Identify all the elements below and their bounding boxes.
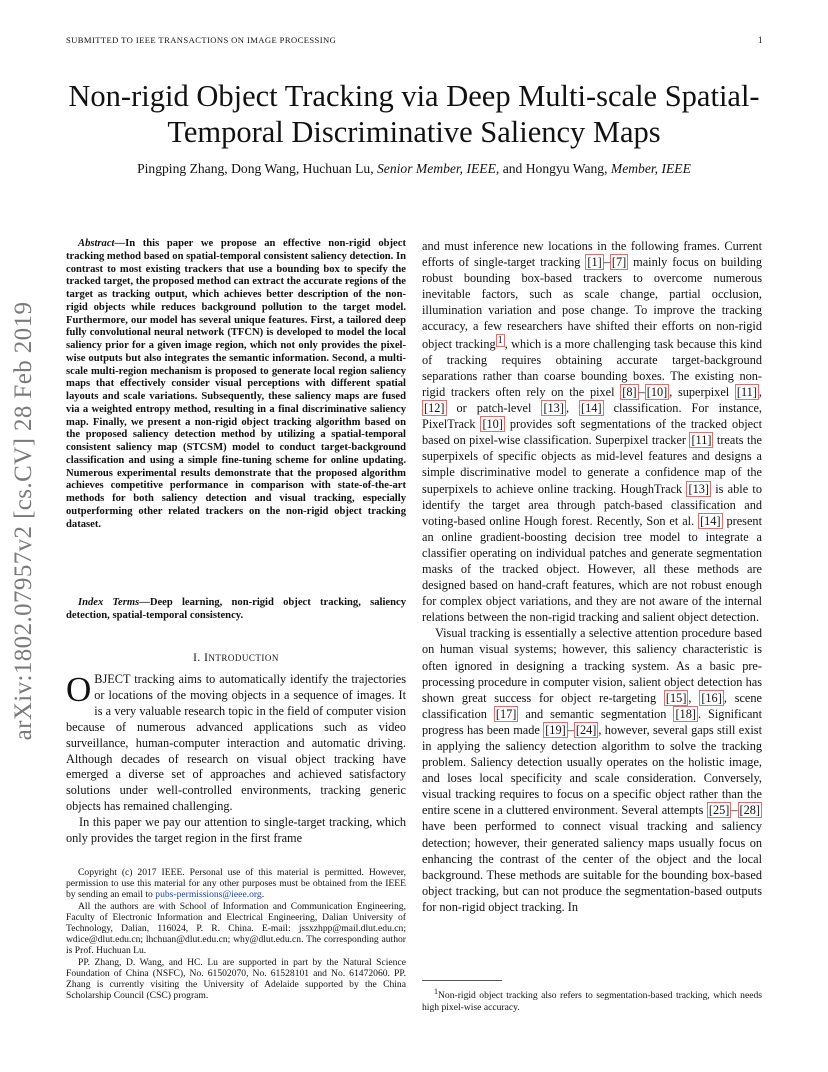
author-list	[60, 161, 768, 177]
affiliation-note: All the authors are with School of Information and Communication Engineering, Faculty of Electronic Information and Electrical Engineering, Dalian University of Technology, Dalian, 116024, P. R. China. E-mail: jssxzhpp@mail.dlut.edu.cn; wdice@dlut.edu.cn; lhchuan@dlut.edu.cn; why@dlut.edu.cn. The corresponding author is Prof. Huchuan Lu.	[66, 900, 406, 957]
text-run: is able to identify the target area through patch-based classification and voting-based online Hough forest. Recently, Son et al.	[422, 481, 762, 528]
author-role-1: Senior Member, IEEE	[377, 161, 496, 176]
arxiv-stamp	[2, 286, 46, 756]
text-run: , which is a more challenging task because this kind of tracking requires obtaining accurate target-background separations rather than coarse bounding boxes. The existing non-rigid trackers often rely on the pixel	[422, 336, 763, 399]
citation-link[interactable]: [14]	[581, 401, 602, 416]
citation-link[interactable]: [13]	[543, 401, 564, 416]
authors-part-2: , and Hongyu Wang,	[495, 161, 611, 176]
copyright-text: Copyright (c) 2017 IEEE. Personal use of this material is permitted. However, permission to use this material for any other purposes must be obtained from the IEEE by sending an email to	[66, 867, 406, 901]
right-paragraph-1	[422, 238, 762, 625]
arxiv-stamp-text: arXiv:1802.07957v2 [cs.CV] 28 Feb 2019	[10, 301, 37, 741]
text-run: –	[638, 384, 645, 399]
footnote-mark: 1	[434, 987, 438, 996]
citation-link[interactable]: [11]	[691, 433, 712, 448]
citation-link[interactable]: [19]	[545, 722, 566, 737]
text-run: ,	[758, 384, 762, 399]
index-terms-label: Index Terms	[78, 597, 140, 608]
text-run: ,	[565, 401, 580, 416]
abstract-text: —In this paper we propose an effective non-rigid object tracking method based on spatial-temporal consistent saliency detection. In contrast to most existing trackers that use a bounding box to specify the tracked target, the proposed method can extract the accurate regions of the target as tracking output, which achieves better description of the non-rigid objects while reduces background pollution to the target model. Furthermore, our model has several unique features. First, a tailored deep fully convolutional neural network (TFCN) is developed to model the local saliency prior for a given image region, which not only provides the pixel-wise outputs but also integrates the semantic information. Second, a multi-scale multi-region mechanism is proposed to generate local region saliency maps that effectively consider visual perceptions with different spatial layouts and scale variations. Subsequently, these saliency maps are fused via a weighted entropy method, resulting in a final discriminative saliency map. Finally, we present a non-rigid object tracking algorithm based on the proposed saliency detection method by utilizing a spatial-temporal consistent saliency map (STCSM) model to conduct target-background classification and using a simple fine-tuning scheme for online updating. Numerous experimental results demonstrate that the proposed algorithm achieves competitive performance in comparison with state-of-the-art methods for both saliency detection and visual tracking, especially outperforming other related trackers on the non-rigid object tracking dataset.	[66, 238, 406, 530]
citation-link[interactable]: [18]	[675, 706, 696, 721]
footnote-divider	[422, 980, 502, 981]
copyright-end: .	[261, 889, 265, 901]
section-first-letter: I	[204, 652, 209, 664]
text-run: –	[603, 255, 610, 270]
abstract	[66, 238, 406, 531]
funding-note: PP. Zhang, D. Wang, and HC. Lu are supported in part by the Natural Science Foundation of China (NSFC), No. 61502070, No. 61528101 and No. 61472060. PP. Zhang is currently visiting the University of Adelaide supported by the China Scholarship Council (CSC) program.	[66, 956, 406, 1002]
citation-link[interactable]: [14]	[700, 513, 721, 528]
paper-title: Non-rigid Object Tracking via Deep Multi-scale Spatial-Temporal Discriminative Saliency Maps	[68, 79, 760, 149]
citation-link[interactable]: [17]	[495, 706, 517, 721]
drop-cap: O	[66, 670, 92, 709]
intro-paragraph-2: In this paper we pay our attention to single-target tracking, which only provides the target region in the first frame	[66, 815, 406, 846]
citation-link[interactable]: [10]	[482, 417, 503, 432]
index-terms	[66, 597, 406, 623]
text-run: . Significant progress has been made	[422, 706, 762, 737]
text-run: , scene classification	[422, 690, 762, 721]
footnotes-left	[66, 867, 406, 1001]
text-run: ,	[688, 690, 700, 705]
citation-link[interactable]: [1]	[587, 255, 602, 270]
citation-link[interactable]: [11]	[736, 384, 757, 399]
text-run: have been performed to connect visual tracking and saliency detection; however, their generated saliency maps usually focus on enhancing the contrast of the center of the object and the local background. These methods are suitable for the bounding box-based object tracking, but can not produce the segmentation-based outputs for non-rigid object tracking. In	[422, 819, 762, 914]
intro-paragraph-1: BJECT tracking aims to automatically identify the trajectories or locations of the moving objects in a sequence of images. It is a very valuable research topic in the field of computer vision because of numerous advanced applications such as video surveillance, human-computer interaction and automatic driving. Although decades of research on visual object tracking have emerged a diverse set of approaches and achieved satisfactory solutions under well-controlled environments, tracking generic objects has remained challenging.	[66, 672, 406, 814]
text-run: Visual tracking is essentially a selective attention procedure based on human visual systems; however, this saliency characteristic is often ignored in designing a tracking system. As a basic pre-processing procedure in computer vision, salient object detection has shown great success for object re-targeting	[422, 626, 762, 705]
page-number: 1	[758, 35, 763, 45]
text-run: mainly focus on building robust bounding box-based trackers to overcome numerous inevitable factors, such as scale change, partial occlusion, illumination variation and pose change. To improve the tracking accuracy, a few researchers have shifted their efforts on non-rigid object tracking	[422, 255, 762, 351]
authors-part-1: Pingping Zhang, Dong Wang, Huchuan Lu,	[137, 161, 377, 176]
right-column	[422, 238, 762, 915]
text-run: or patch-level	[446, 401, 542, 416]
text-run: and semantic segmentation	[518, 706, 674, 721]
citation-link[interactable]: [24]	[575, 722, 597, 737]
citation-link[interactable]: [10]	[646, 384, 668, 399]
citation-link[interactable]: [12]	[424, 401, 445, 416]
footnote-1	[422, 986, 762, 1013]
text-run: present an online gradient-boosting decision tree model to integrate a classifier operating on individual patches and generate segmentation masks of the tracked object. However, all these methods are designed based on hand-craft features, which are not robust enough for complex object variations, and they are not aware of the internal relations between the non-rigid tracking and salient object detection.	[422, 513, 762, 625]
right-paragraph-2	[422, 625, 762, 915]
section-numeral: I.	[193, 652, 205, 664]
author-role-2: Member, IEEE	[610, 161, 691, 176]
text-run: treats the superpixels of specific objects as mid-level features and designs a simple discriminative model to generate a confidence map of the superpixels to achieve online tracking. HoughTrack	[422, 433, 762, 496]
citation-link[interactable]: [15]	[665, 690, 687, 705]
text-run: , however, several gaps still exist in applying the saliency detection algorithm to solve the tracking problem. Saliency detection usually operates on the holistic image, and loses local specificity and scale consideration. Conversely, visual tracking requires to focus on a specific object rather than the entire scene in a cluttered environment. Several attempts	[422, 722, 762, 818]
text-run: , superpixel	[669, 384, 735, 399]
citation-link[interactable]: [16]	[701, 690, 722, 705]
footnote-marker-link[interactable]: 1	[497, 334, 503, 346]
running-header: SUBMITTED TO IEEE TRANSACTIONS ON IMAGE PROCESSING	[66, 35, 337, 45]
text-run: –	[731, 803, 738, 818]
permissions-email-link[interactable]: pubs-permissions@ieee.org	[155, 889, 262, 901]
citation-link[interactable]: [8]	[622, 384, 637, 399]
text-run: –	[567, 722, 574, 737]
section-rest: NTRODUCTION	[208, 653, 279, 663]
text-run: and must inference new locations in the following frames. Current efforts of single-target tracking	[422, 239, 762, 270]
text-run: provides soft segmentations of the tracked object based on pixel-wise classification. Superpixel tracker	[422, 417, 762, 448]
introduction-left	[66, 672, 406, 847]
section-heading-introduction	[66, 652, 406, 664]
abstract-label: Abstract	[78, 238, 115, 249]
citation-link[interactable]: [13]	[688, 481, 709, 496]
index-terms-text: —Deep learning, non-rigid object tracking, saliency detection, spatial-temporal consistency.	[66, 597, 406, 621]
text-run: classification. For instance, PixelTrack	[422, 401, 763, 432]
citation-link[interactable]: [28]	[739, 803, 760, 818]
footnote-text: Non-rigid object tracking also refers to segmentation-based tracking, which needs high pixel-wise accuracy.	[422, 990, 762, 1013]
citation-link[interactable]: [7]	[611, 255, 627, 270]
citation-link[interactable]: [25]	[708, 803, 730, 818]
